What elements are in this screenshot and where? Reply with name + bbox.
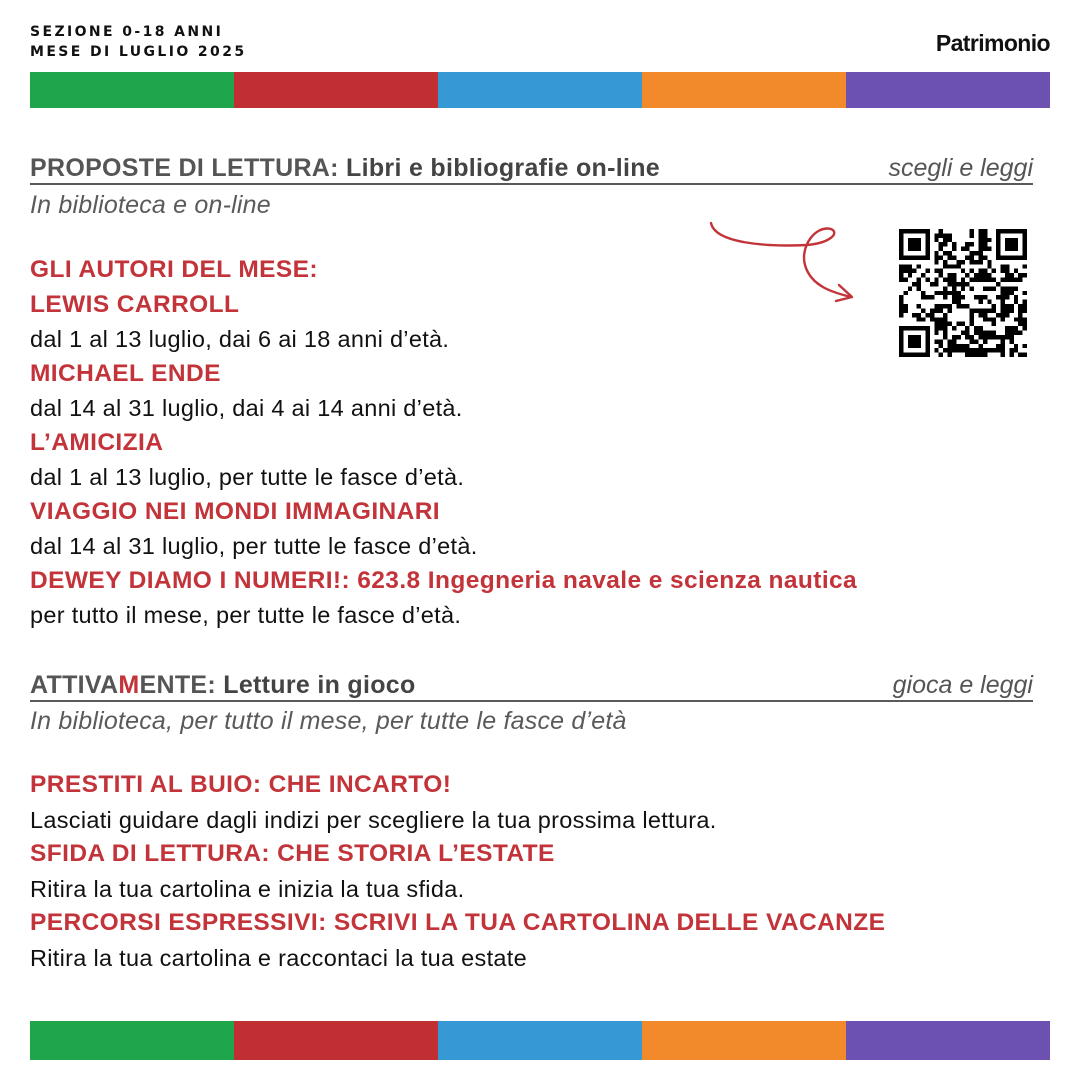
activities-list — [30, 768, 1030, 975]
reading-heading: GLI AUTORI DEL MESE: — [30, 256, 318, 283]
reading-list — [30, 253, 1030, 633]
reading-detail: per tutto il mese, per tutte le fasce d’età. — [30, 602, 462, 628]
activities-section-subtitle: In biblioteca, per tutto il mese, per tutte le fasce d’età — [30, 707, 627, 735]
reading-heading: LEWIS CARROLL — [30, 290, 240, 318]
reading-title-sub: Libri e bibliografie on-line — [338, 154, 661, 182]
reading-section-title — [30, 153, 660, 183]
reading-detail: dal 14 al 31 luglio, per tutte le fasce d’età. — [30, 533, 478, 559]
reading-detail: dal 1 al 13 luglio, per tutte le fasce d’età. — [30, 464, 465, 490]
activities-section-title — [30, 670, 416, 700]
activity-detail: Ritira la tua cartolina e raccontaci la tua estate — [30, 944, 528, 971]
reading-heading: L’AMICIZIA — [30, 428, 164, 456]
activities-title-sub: Letture in gioco — [216, 671, 416, 699]
reading-heading: DEWEY DIAMO I NUMERI!: 623.8 Ingegneria navale e scienza nautica — [30, 566, 858, 594]
activity-heading: PERCORSI ESPRESSIVI: SCRIVI LA TUA CARTOLINA DELLE VACANZE — [30, 909, 886, 936]
activities-title-part: ATTIVA — [30, 671, 119, 699]
top-color-stripe — [30, 72, 1050, 108]
stripe-red — [234, 1021, 438, 1060]
reading-section-header — [30, 153, 1033, 185]
reading-detail: dal 14 al 31 luglio, dai 4 ai 14 anni d’età. — [30, 395, 463, 421]
brand-logo: Patrimonio — [935, 30, 1050, 56]
section-label-line2: MESE DI LUGLIO 2025 — [30, 44, 247, 60]
reading-heading: MICHAEL ENDE — [30, 359, 221, 387]
section-label — [30, 22, 246, 62]
activity-detail: Ritira la tua cartolina e inizia la tua sfida. — [30, 875, 465, 902]
stripe-red — [234, 72, 438, 108]
reading-section-link[interactable]: scegli e leggi — [888, 154, 1033, 182]
activity-heading: SFIDA DI LETTURA: CHE STORIA L’ESTATE — [30, 840, 555, 867]
stripe-purple — [846, 72, 1050, 108]
stripe-orange — [642, 72, 846, 108]
activities-section-link[interactable]: gioca e leggi — [892, 671, 1033, 699]
stripe-blue — [438, 72, 642, 108]
activities-section-header — [30, 670, 1033, 702]
activity-heading: PRESTITI AL BUIO: CHE INCARTO! — [30, 771, 452, 798]
stripe-green — [30, 72, 234, 108]
stripe-blue — [438, 1021, 642, 1060]
stripe-green — [30, 1021, 234, 1060]
activities-title-highlight: M — [118, 671, 140, 699]
reading-detail: dal 1 al 13 luglio, dai 6 ai 18 anni d’età. — [30, 326, 450, 352]
activity-detail: Lasciati guidare dagli indizi per scegliere la tua prossima lettura. — [30, 806, 717, 833]
reading-heading: VIAGGIO NEI MONDI IMMAGINARI — [30, 497, 441, 525]
stripe-purple — [846, 1021, 1050, 1060]
stripe-orange — [642, 1021, 846, 1060]
bottom-color-stripe — [30, 1021, 1050, 1060]
reading-title-main: PROPOSTE DI LETTURA: — [30, 154, 339, 182]
activities-title-part: ENTE: — [139, 671, 217, 699]
section-label-line1: SEZIONE 0-18 ANNI — [30, 24, 224, 40]
reading-section-subtitle: In biblioteca e on-line — [30, 191, 271, 219]
